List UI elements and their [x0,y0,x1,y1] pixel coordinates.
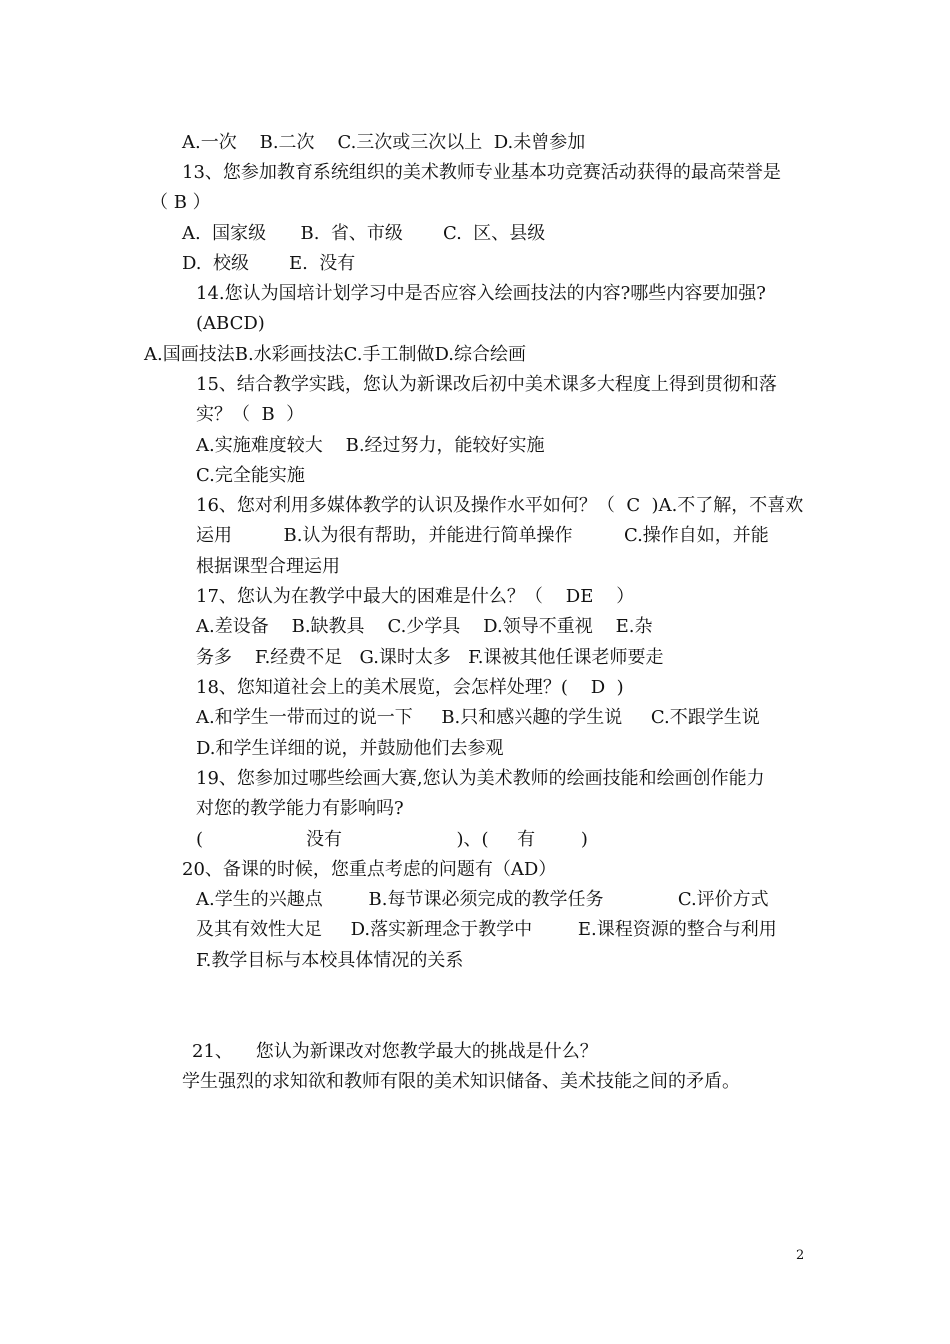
text-line-8: A.国画技法B.水彩画技法C.手工制做D.综合绘画 [144,344,527,365]
text-line-10: 实？（ B ） [196,404,305,425]
text-line-24: ( 没有 )、( 有 ) [196,829,588,850]
text-line-17: A.差设备 B.缺教具 C.少学具 D.领导不重视 E.杂 [196,616,653,637]
text-line-11: A.实施难度较大 B.经过努力，能较好实施 [196,435,545,456]
text-line-4: A. 国家级 B. 省、市级 C. 区、县级 [182,223,546,244]
text-line-9: 15、结合教学实践，您认为新课改后初中美术课多大程度上得到贯彻和落 [196,374,777,395]
text-line-3: （ B ） [150,192,211,213]
text-line-12: C.完全能实施 [196,465,305,486]
text-line-29: 21、 您认为新课改对您教学最大的挑战是什么？ [192,1041,598,1062]
text-line-27: 及其有效性大足 D.落实新理念于教学中 E.课程资源的整合与利用 [196,919,777,940]
text-line-14: 运用 B.认为很有帮助，并能进行简单操作 C.操作自如，并能 [196,525,769,546]
text-line-18: 务多 F.经费不足 G.课时太多 F.课被其他任课老师要走 [196,647,664,668]
text-line-26: A.学生的兴趣点 B.每节课必须完成的教学任务 C.评价方式 [196,889,769,910]
text-line-28: F.教学目标与本校具体情况的关系 [196,950,464,971]
text-line-30: 学生强烈的求知欲和教师有限的美术知识储备、美术技能之间的矛盾。 [182,1071,740,1092]
text-line-23: 对您的教学能力有影响吗? [196,798,404,819]
text-line-21: D.和学生详细的说，并鼓励他们去参观 [196,738,504,759]
text-line-19: 18、您知道社会上的美术展览，会怎样处理？( D ) [196,677,624,698]
text-line-20: A.和学生一带而过的说一下 B.只和感兴趣的学生说 C.不跟学生说 [196,707,760,728]
text-line-25: 20、备课的时候，您重点考虑的问题有（AD） [182,859,557,880]
text-line-1: A.一次 B.二次 C.三次或三次以上 D.未曾参加 [182,132,586,153]
page-number: 2 [796,1248,805,1263]
text-line-7: (ABCD) [196,313,265,334]
text-line-5: D. 校级 E. 没有 [182,253,356,274]
text-line-15: 根据课型合理运用 [196,556,340,577]
text-line-6: 14.您认为国培计划学习中是否应容入绘画技法的内容?哪些内容要加强? [196,283,766,304]
text-line-16: 17、您认为在教学中最大的困难是什么？（ DE ） [196,586,635,607]
text-line-22: 19、您参加过哪些绘画大赛,您认为美术教师的绘画技能和绘画创作能力 [196,768,765,789]
text-line-13: 16、您对利用多媒体教学的认识及操作水平如何？（ C )A.不了解，不喜欢 [196,495,804,516]
text-line-2: 13、您参加教育系统组织的美术教师专业基本功竞赛活动获得的最高荣誉是 [182,162,781,183]
